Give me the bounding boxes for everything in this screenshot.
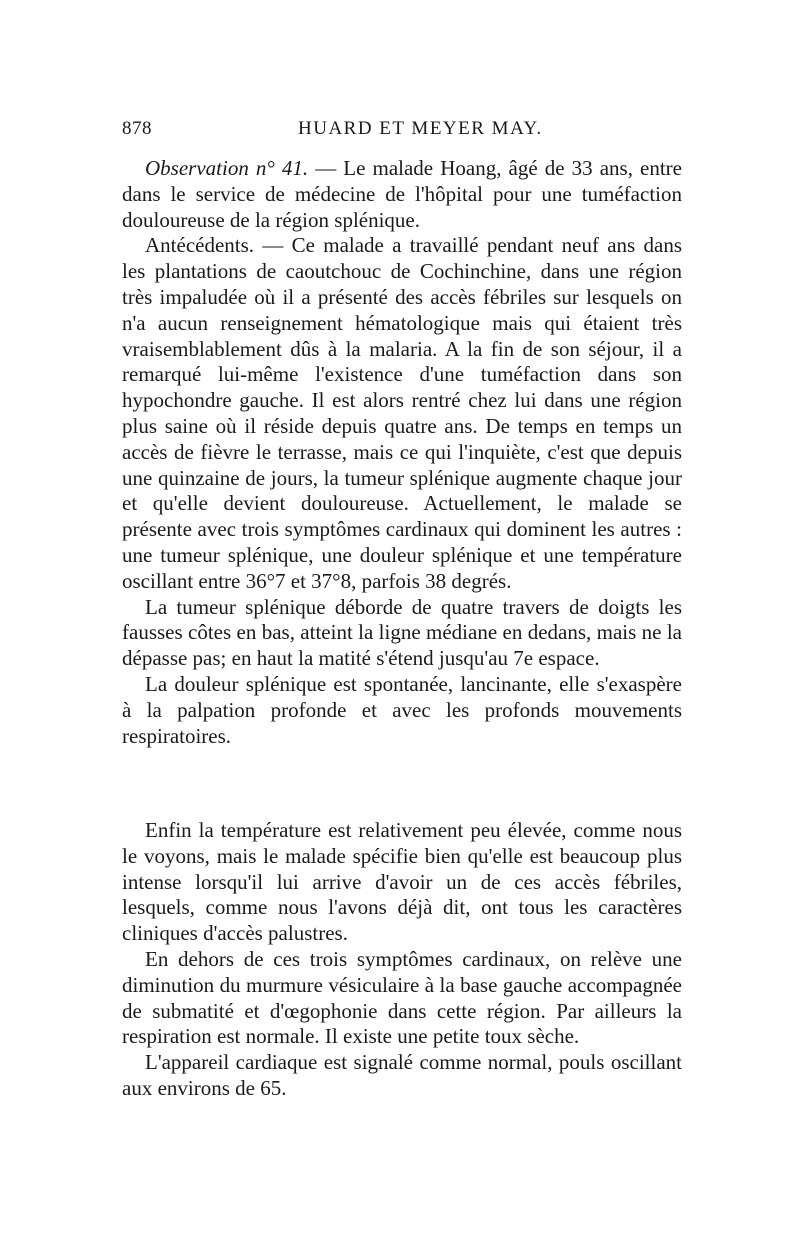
paragraph-text: La tumeur splénique déborde de quatre travers de doigts les fausses côtes en bas, atteint la ligne médiane en dedans, mais ne la dépasse pas; en haut la matité s'étend jusqu'au 7e espace. xyxy=(122,594,682,671)
paragraph-text: La douleur splénique est spontanée, lancinante, elle s'exaspère à la palpation profonde et avec les profonds mouvements respiratoires. xyxy=(122,671,682,748)
paragraph-text: L'appareil cardiaque est signalé comme normal, pouls oscillant aux environs de 65. xyxy=(122,1050,682,1100)
paragraph-text: En dehors de ces trois symptômes cardinaux, on relève une diminution du murmure vésiculaire à la base gauche accompagnée de submatité et d'œgophonie dans cette région. Par ailleurs la respiration est normale. Il existe une petite toux sèche. xyxy=(122,946,682,1049)
paragraph xyxy=(122,672,682,749)
page-header xyxy=(122,118,682,146)
paragraph xyxy=(122,156,682,233)
continuation-text-block xyxy=(122,818,682,1102)
observation-text-block xyxy=(122,156,682,749)
observation-label: Observation n° 41. xyxy=(145,156,309,180)
paragraph xyxy=(122,818,682,947)
page-number: 878 xyxy=(122,118,152,139)
paragraph xyxy=(122,1050,682,1102)
paragraph-text: Antécédents. — Ce malade a travaillé pendant neuf ans dans les plantations de caoutchouc de Cochinchine, dans une région très impaludée où il a présenté des accès fébriles sur lesquels on n'a aucun renseignement hématologique mais qui étaient très vraisemblablement dûs à la malaria. A la fin de son séjour, il a remarqué lui-même l'existence d'une tuméfaction dans son hypochondre gauche. Il est alors rentré chez lui dans une région plus saine où il réside depuis quatre ans. De temps en temps un accès de fièvre le terrasse, mais ce qui l'inquiète, c'est que depuis une quinzaine de jours, la tumeur splénique augmente chaque jour et qu'elle devient douloureuse. Actuellement, le malade se présente avec trois symptômes cardinaux qui dominent les autres : une tumeur splénique, une douleur splénique et une température oscillant entre 36°7 et 37°8, parfois 38 degrés. xyxy=(122,233,682,593)
paragraph-text: — Le malade Hoang, âgé de 33 ans, entre dans le service de médecine de l'hôpital pour une tuméfaction douloureuse de la région splénique. xyxy=(122,156,682,232)
paragraph xyxy=(122,595,682,672)
paragraph-text: Enfin la température est relativement peu élevée, comme nous le voyons, mais le malade spécifie bien qu'elle est beaucoup plus intense lorsqu'il lui arrive d'avoir un de ces accès fébriles, lesquels, comme nous l'avons déjà dit, ont tous les caractères cliniques d'accès palustres. xyxy=(122,818,682,946)
paragraph xyxy=(122,233,682,594)
running-title: HUARD ET MEYER MAY. xyxy=(298,118,543,139)
paragraph xyxy=(122,947,682,1050)
